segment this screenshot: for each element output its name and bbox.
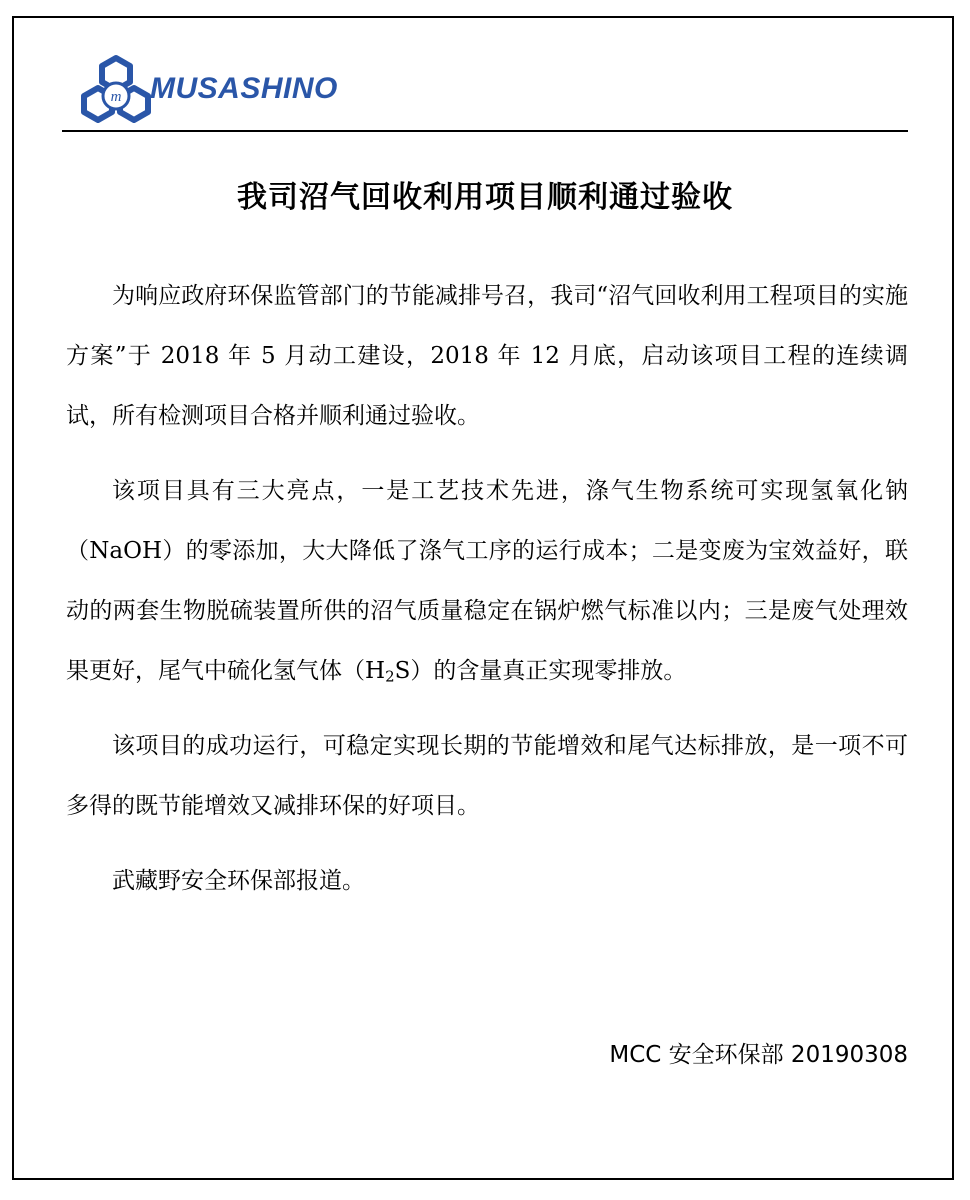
paragraph-2-text-a: 该项目具有三大亮点，一是工艺技术先进，涤气生物系统可实现氢氧化钠（NaOH）的零添加，大大降低了涤气工序的运行成本；二是变废为宝效益好，联动的两套生物脱硫装置所供的沼气质量稳定在锅炉燃气标准以内；三是废气处理效果更好，尾气中硫化氢气体（H xyxy=(66,478,908,684)
signature-line: MCC 安全环保部 20190308 xyxy=(609,1042,908,1068)
paragraph-1: 为响应政府环保监管部门的节能减排号召，我司“沼气回收利用工程项目的实施方案”于 2018 年 5 月动工建设，2018 年 12 月底，启动该项目工程的连续调试，所有检测项目合格并顺利通过验收。 xyxy=(66,283,908,429)
subscript-2: 2 xyxy=(385,667,395,686)
paragraph-2-text-b: S）的含量真正实现零排放。 xyxy=(394,658,687,684)
paragraph-4: 武藏野安全环保部报道。 xyxy=(112,868,365,894)
article-body xyxy=(66,266,908,911)
page-title: 我司沼气回收利用项目顺利通过验收 xyxy=(237,180,733,215)
paragraph-2 xyxy=(66,461,908,701)
svg-text:m: m xyxy=(110,89,122,105)
logo-wordmark: MUSASHINO xyxy=(150,72,338,105)
header-divider xyxy=(62,130,908,132)
paragraph-3: 该项目的成功运行，可稳定实现长期的节能增效和尾气达标排放，是一项不可多得的既节能增效又减排环保的好项目。 xyxy=(66,733,908,819)
